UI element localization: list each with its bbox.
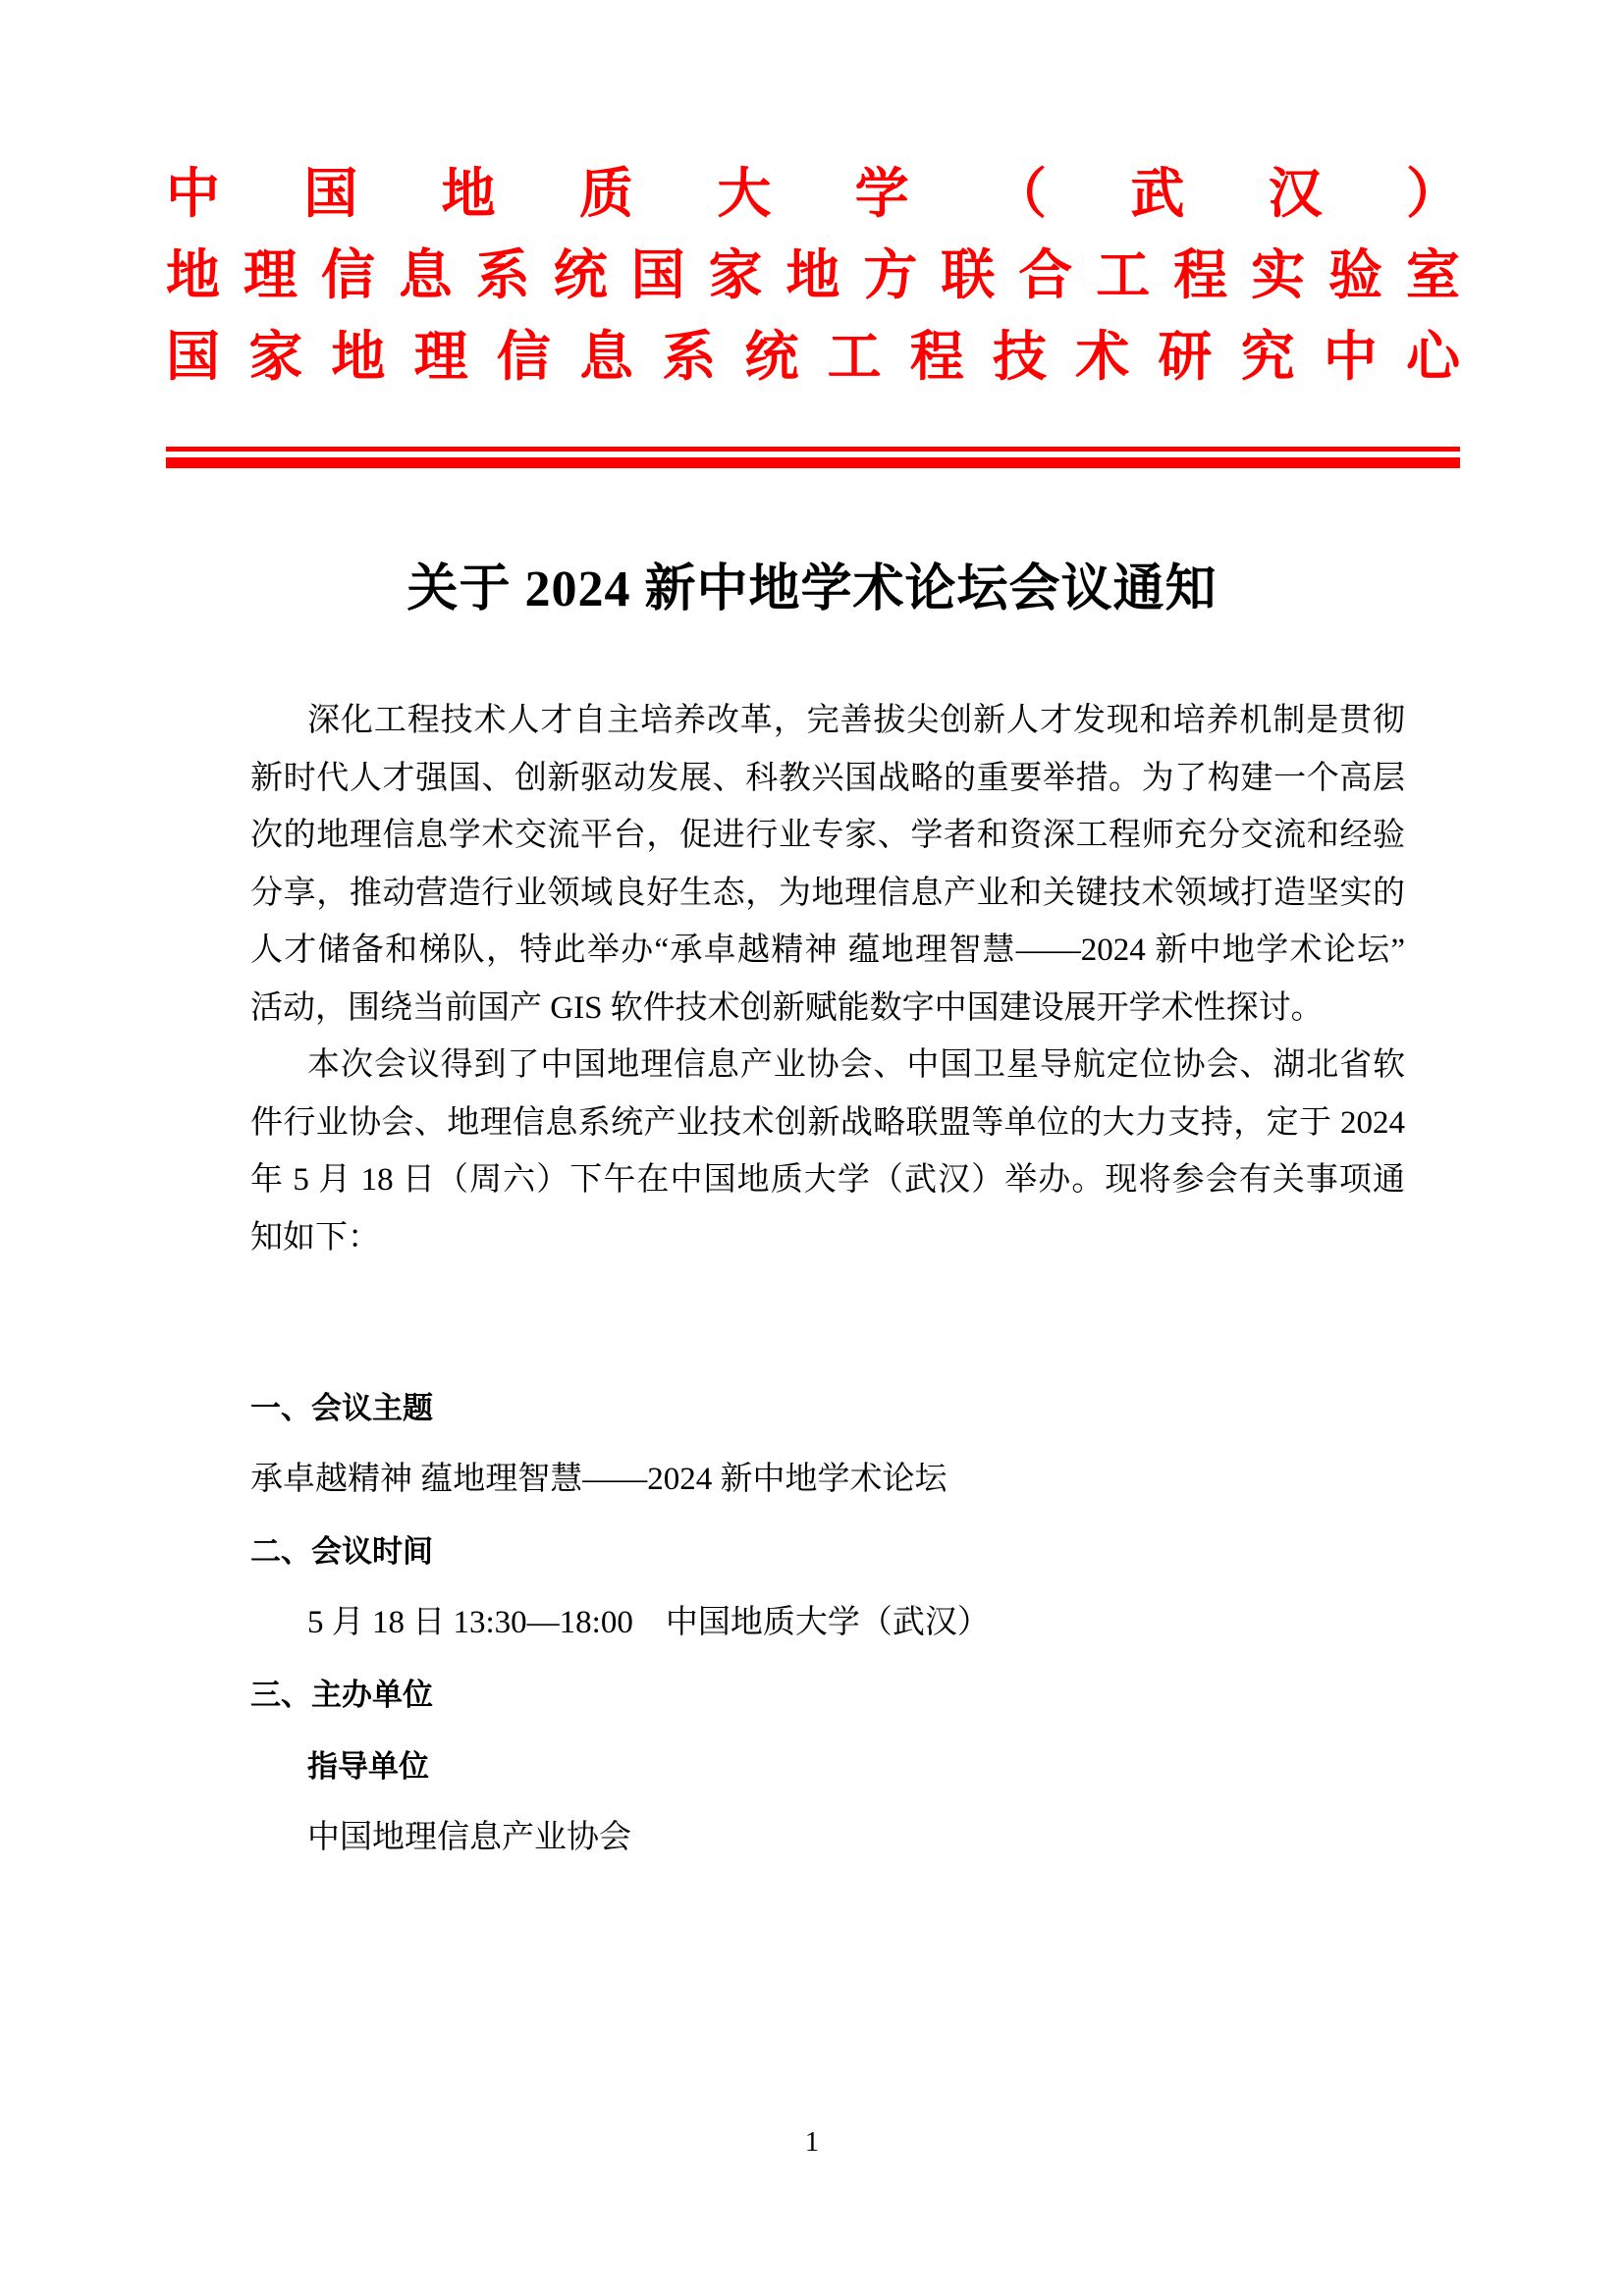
letterhead [166, 153, 1460, 398]
body-text [250, 692, 1405, 1266]
paragraph-1 [250, 692, 1405, 1037]
paragraph-line: 新时代人才强国、创新驱动发展、科教兴国战略的重要举措。为了构建一个高层 [250, 760, 1405, 796]
paragraph-line: 年 5 月 18 日（周六）下午在中国地质大学（武汉）举办。现将参会有关事项通 [250, 1162, 1405, 1198]
rule-thick-line [166, 457, 1460, 468]
page-number: 1 [804, 2126, 820, 2158]
paragraph-line: 次的地理信息学术交流平台，促进行业专家、学者和资深工程师充分交流和经验 [250, 818, 1405, 853]
paragraph-line: 件行业协会、地理信息系统产业技术创新战略联盟等单位的大力支持，定于 2024 [250, 1104, 1405, 1141]
paragraph-line: 分享，推动营造行业领域良好生态，为地理信息产业和关键技术领域打造坚实的 [250, 875, 1405, 911]
paragraph-line: 活动，围绕当前国产 GIS 软件技术创新赋能数字中国建设展开学术性探讨。 [250, 989, 1324, 1026]
section-1-heading: 一、会议主题 [250, 1391, 433, 1425]
letterhead-line-university: 中国地质大学（武汉） [166, 164, 1460, 224]
letterhead-line-research-center: 国家地理信息系统工程技术研究中心 [166, 327, 1460, 387]
document-title: 关于 2024 新中地学术论坛会议通知 [406, 561, 1218, 617]
letterhead-double-rule [166, 447, 1460, 468]
sections [250, 1372, 1405, 1874]
letterhead-line-laboratory: 地理信息系统国家地方联合工程实验室 [166, 245, 1460, 305]
section-3-heading: 三、主办单位 [250, 1678, 433, 1712]
paragraph-line: 本次会议得到了中国地理信息产业协会、中国卫星导航定位协会、湖北省软 [307, 1047, 1405, 1083]
paragraph-line: 知如下： [250, 1219, 380, 1255]
section-2-heading: 二、会议时间 [250, 1534, 433, 1569]
guiding-unit-label: 指导单位 [307, 1749, 429, 1784]
paragraph-line: 深化工程技术人才自主培养改革，完善拔尖创新人才发现和培养机制是贯彻 [307, 703, 1405, 738]
paragraph-line: 人才储备和梯队，特此举办“承卓越精神 蕴地理智慧——2024 新中地学术论坛” [250, 933, 1405, 968]
conference-time-text: 5 月 18 日 13:30—18:00 中国地质大学（武汉） [307, 1605, 990, 1640]
conference-theme-text: 承卓越精神 蕴地理智慧——2024 新中地学术论坛 [250, 1462, 947, 1497]
guiding-unit-name: 中国地理信息产业协会 [307, 1820, 631, 1855]
paragraph-2 [250, 1037, 1405, 1266]
